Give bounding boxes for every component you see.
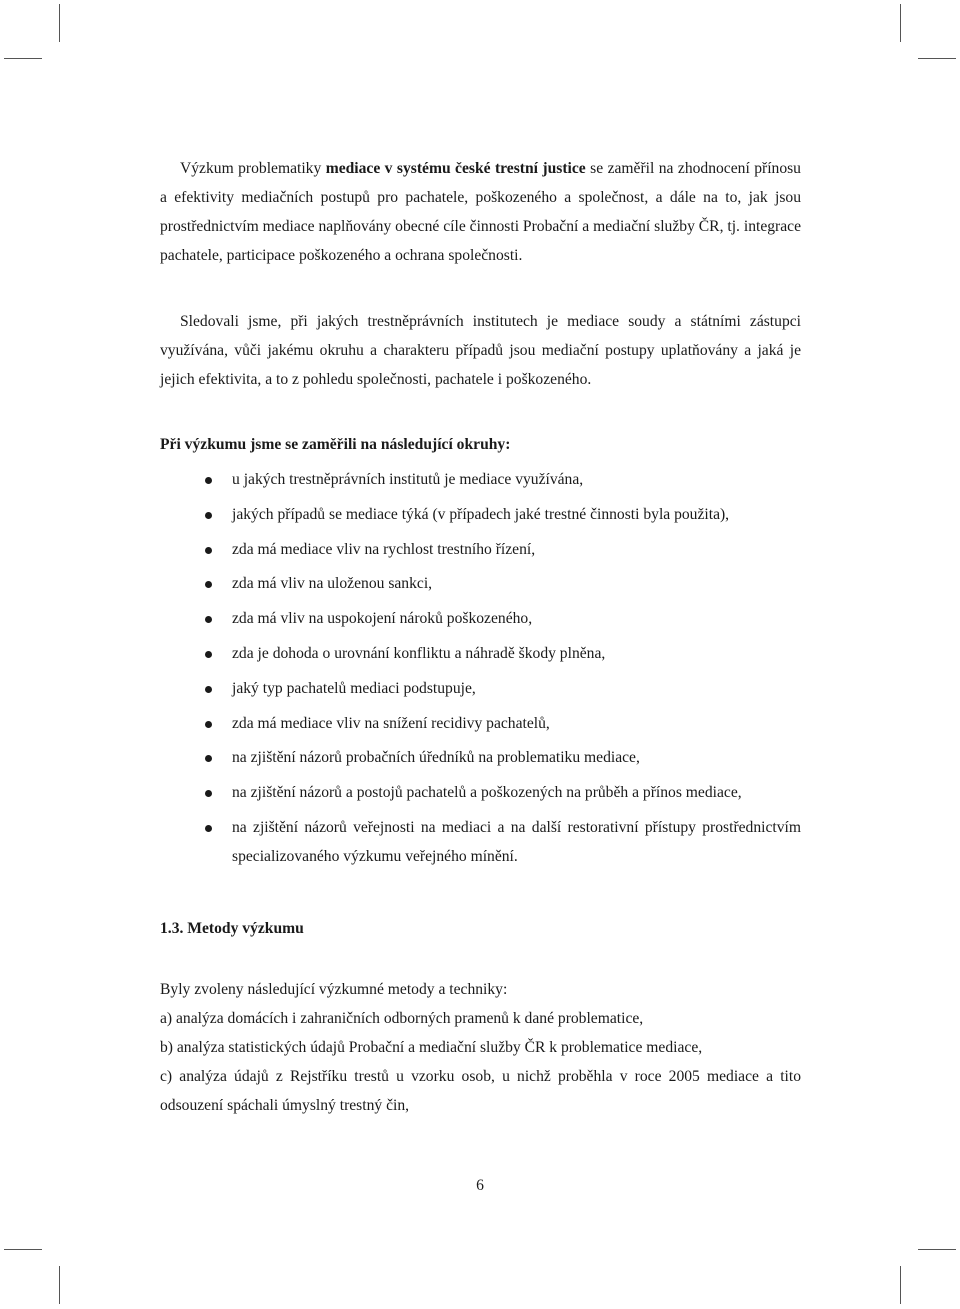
topic-item: [160, 500, 801, 529]
bullet-icon: [205, 686, 212, 693]
bullet-icon: [205, 477, 212, 484]
bullet-icon: [205, 651, 212, 658]
topic-text: na zjištění názorů a postojů pachatelů a poškozených na průběh a přínos mediace,: [232, 784, 742, 802]
crop-mark: [4, 1249, 42, 1250]
topic-item: [160, 604, 801, 633]
crop-mark: [900, 1266, 901, 1304]
topic-text: zda má vliv na uspokojení nároků poškozeného,: [232, 610, 533, 628]
topic-item: [160, 743, 801, 772]
intro-text-end: se zaměřil na zhodnocení přínosu a efektivity mediačních postupů pro pachatele, poškozeného a společnost, a dále na to, jak jsou prostřednictvím mediace naplňovány obecné cíle činnosti Probační a mediační služby ČR, tj. integrace pachatele, participace poškozeného a ochrana společnosti.: [160, 160, 801, 264]
crop-mark: [900, 4, 901, 42]
crop-mark: [59, 4, 60, 42]
document-page: [160, 154, 801, 1120]
intro-text-start: Výzkum problematiky: [180, 160, 326, 177]
bullet-icon: [205, 547, 212, 554]
bullet-icon: [205, 755, 212, 762]
intro-paragraph-2: Sledovali jsme, při jakých trestněprávních institutech je mediace soudy a státními zástupci využívána, vůči jakému okruhu a charakteru případů jsou mediační postupy uplatňovány a jaká je jejich efektivita, a to z pohledu společnosti, pachatele i poškozeného.: [160, 313, 801, 388]
intro-emphasis: mediace v systému české trestní justice: [325, 160, 586, 177]
topic-text: u jakých trestněprávních institutů je mediace využívána,: [232, 471, 584, 488]
bullet-icon: [205, 581, 212, 588]
bullet-icon: [205, 721, 212, 728]
topic-item: [160, 569, 801, 598]
bullet-icon: [205, 825, 212, 832]
topics-list: [160, 465, 801, 871]
section-title: 1.3. Metody výzkumu: [160, 919, 304, 937]
topic-item: [160, 465, 801, 494]
topic-text: zda má mediace vliv na snížení recidivy pachatelů,: [232, 714, 550, 732]
topic-item: [160, 674, 801, 703]
method-item: c) analýza údajů z Rejstříku trestů u vzorku osob, u nichž proběhla v roce 2005 mediace a tito odsouzení spáchali úmyslný trestný čin,: [160, 1067, 801, 1114]
methods-lead: Byly zvoleny následující výzkumné metody a techniky:: [160, 980, 508, 998]
crop-mark: [4, 58, 42, 59]
topic-text: jakých případů se mediace týká (v případech jaké trestné činnosti byla použita),: [232, 505, 730, 523]
topic-text: na zjištění názorů probačních úředníků na problematiku mediace,: [232, 749, 640, 767]
topic-text: na zjištění názorů veřejnosti na mediaci a na další restorativní přístupy prostřednictvím specializovaného výzkumu veřejného mínění.: [232, 818, 801, 865]
topic-text: jaký typ pachatelů mediaci podstupuje,: [232, 679, 476, 697]
topic-item: [160, 813, 801, 871]
method-item: a) analýza domácích i zahraničních odborných pramenů k dané problematice,: [160, 1009, 644, 1027]
crop-mark: [918, 1249, 956, 1250]
intro-paragraph-1: [160, 154, 801, 270]
crop-mark: [59, 1266, 60, 1304]
topic-item: [160, 778, 801, 807]
topic-item: [160, 535, 801, 564]
topics-heading: Při výzkumu jsme se zaměřili na následující okruhy:: [160, 436, 511, 453]
bullet-icon: [205, 616, 212, 623]
topic-text: zda má vliv na uloženou sankci,: [232, 575, 433, 593]
topic-item: [160, 639, 801, 668]
topic-text: zda má mediace vliv na rychlost trestního řízení,: [232, 540, 536, 558]
bullet-icon: [205, 790, 212, 797]
method-item: b) analýza statistických údajů Probační a mediační služby ČR k problematice mediace,: [160, 1038, 703, 1056]
methods-list: [160, 1004, 801, 1120]
topic-item: [160, 709, 801, 738]
bullet-icon: [205, 512, 212, 519]
crop-mark: [918, 58, 956, 59]
topic-text: zda je dohoda o urovnání konfliktu a náhradě škody plněna,: [232, 644, 606, 662]
page-number: 6: [476, 1177, 484, 1194]
